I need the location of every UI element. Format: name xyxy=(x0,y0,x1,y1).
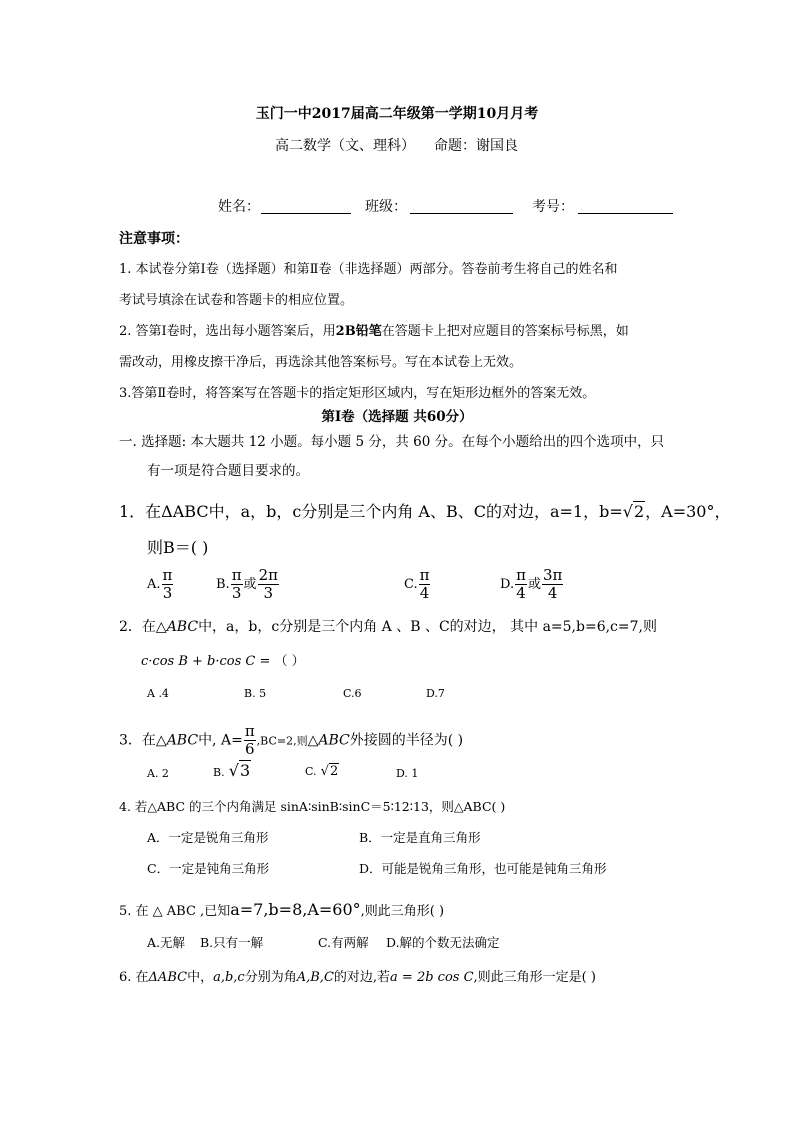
section1-intro-line2: 有一项是符合题目要求的。 xyxy=(147,463,309,479)
notice-item2-text-b: 在答题卡上把对应题目的答案标号标黑，如 xyxy=(381,324,629,339)
q4-option-d[interactable]: D．可能是锐角三角形，也可能是钝角三角形 xyxy=(359,861,607,876)
q6-stem: 6. 在ΔABC中，a,b,c分别为角A,B,C的对边,若a = 2b cos C,则此三角形一定是( ) xyxy=(119,970,596,985)
q5-option-b[interactable]: B.只有一解 xyxy=(200,935,264,950)
notice-item2-line2: 需改动，用橡皮擦干净后，再选涂其他答案标号。写在本试卷上无效。 xyxy=(119,355,523,370)
notice-heading: 注意事项： xyxy=(119,231,189,247)
q1-sqrt: √2 xyxy=(622,502,645,521)
q1-option-d[interactable]: D. $\frac{\pi}{4}$ 或 $\frac{3\pi}{4}$ xyxy=(500,566,563,602)
q2-stem: 2．在△ABC中，a，b，c分别是三个内角 A 、B 、C的对边， 其中 a=5,b=6,c=7,则 xyxy=(119,619,657,635)
q1-a-frac: $\frac{\pi}{3}$ xyxy=(162,566,173,602)
q4-option-a[interactable]: A．一定是锐角三角形 xyxy=(147,830,269,845)
q2-stem-line2: c·cos B + b·cos C = （ ） xyxy=(141,654,305,669)
q5-option-c[interactable]: C.有两解 xyxy=(318,935,369,950)
class-blank[interactable] xyxy=(410,212,513,214)
q1-option-c[interactable]: C. $\frac{\pi}{4}$ xyxy=(404,566,430,602)
q3-option-d[interactable]: D. 1 xyxy=(396,767,419,780)
exam-subject: 高二数学（文、理科） xyxy=(275,138,415,154)
section1-intro-line1: 一. 选择题: 本大题共 12 小题。每小题 5 分，共 60 分。在每个小题给出的四个选项中，只 xyxy=(119,434,665,450)
q6-condition: a = 2b cos C xyxy=(390,970,474,985)
q5-option-a[interactable]: A.无解 xyxy=(147,935,186,950)
q2-option-a[interactable]: A .4 xyxy=(147,687,169,700)
q1-stem-a: 1．在ΔABC中，a，b，c分别是三个内角 A、B、C的对边，a=1，b= xyxy=(119,502,623,521)
q2-expression: c·cos B + b·cos C xyxy=(141,654,256,669)
q3-option-b[interactable]: B. √3 xyxy=(213,761,251,780)
q2-triangle: △ABC xyxy=(155,619,199,635)
q5-condition: a=7,b=8,A=60° xyxy=(230,900,361,919)
q3-option-c[interactable]: C. √2 xyxy=(305,764,339,779)
name-label: 姓名： xyxy=(218,199,260,215)
number-label: 考号： xyxy=(532,199,574,215)
q4-stem: 4. 若△ABC 的三个内角满足 sinA∶sinB∶sinC＝5∶12∶13，则△ABC( ) xyxy=(119,799,506,814)
q2-option-b[interactable]: B. 5 xyxy=(244,687,267,700)
notice-item1-line2: 考试号填涂在试卷和答题卡的相应位置。 xyxy=(119,293,354,308)
section1-title: 第Ⅰ卷（选择题 共60分） xyxy=(321,409,473,425)
q3-frac: $\frac{\pi}{6}$ xyxy=(244,722,255,758)
q2-option-c[interactable]: C.6 xyxy=(343,687,362,700)
number-blank[interactable] xyxy=(578,212,673,214)
exam-title: 玉门一中2017届高二年级第一学期10月月考 xyxy=(255,106,539,122)
q1-option-a[interactable]: A. $\frac{\pi}{3}$ xyxy=(147,566,173,602)
q1-stem-line2: 则B＝( ) xyxy=(147,538,209,557)
q1-stem-b: ，A=30°， xyxy=(645,502,731,521)
q2-option-d[interactable]: D.7 xyxy=(426,687,445,700)
exam-author: 命题：谢国良 xyxy=(434,138,518,154)
q3-stem: 3．在△ABC中, A= $\frac{\pi}{6}$ ,BC=2,则△ABC外接圆的半径为( ) xyxy=(119,722,464,758)
notice-item2-line1 xyxy=(119,325,629,338)
q5-stem: 5. 在 △ ABC ,已知a=7,b=8,A=60°,则此三角形( ) xyxy=(119,900,445,919)
q3-option-a[interactable]: A. 2 xyxy=(147,767,169,780)
class-label: 班级： xyxy=(365,199,407,215)
q4-option-c[interactable]: C．一定是钝角三角形 xyxy=(147,861,270,876)
notice-item1-line1: 1. 本试卷分第Ⅰ卷（选择题）和第Ⅱ卷（非选择题）两部分。答卷前考生将自己的姓名和 xyxy=(119,262,618,277)
q1-option-b[interactable]: B. $\frac{\pi}{3}$ 或 $\frac{2\pi}{3}$ xyxy=(216,566,278,602)
name-blank[interactable] xyxy=(261,212,351,214)
notice-item3: 3.答第Ⅱ卷时，将答案写在答题卡的指定矩形区域内，写在矩形边框外的答案无效。 xyxy=(119,386,596,401)
q4-option-b[interactable]: B．一定是直角三角形 xyxy=(359,830,481,845)
q5-option-d[interactable]: D.解的个数无法确定 xyxy=(386,935,500,950)
notice-item2-text-a: 2. 答第Ⅰ卷时，选出每小题答案后，用 xyxy=(119,324,336,339)
notice-item2-bold: 2B铅笔 xyxy=(335,324,382,339)
q1-stem xyxy=(119,504,730,520)
